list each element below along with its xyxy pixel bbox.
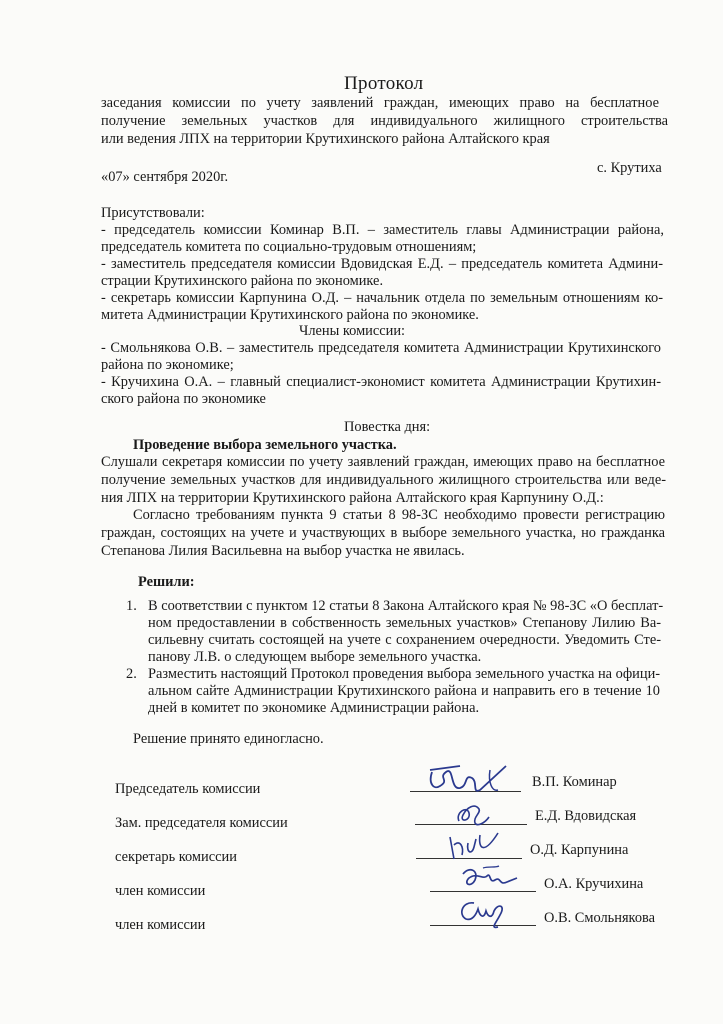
heard-line: Согласно требованиям пункта 9 статьи 8 98-ЗС необходимо провести регистрацию: [133, 507, 665, 523]
decision-line: ном предоставлении в собственность земельных участков» Степанову Лилию Ва-: [148, 615, 661, 631]
decision-number: 1.: [126, 598, 137, 614]
agenda-item: Проведение выбора земельного участка.: [133, 437, 397, 453]
present-label: Присутствовали:: [101, 205, 205, 221]
heard-line: Степанова Лилия Васильевна на выбор участка не явилась.: [101, 543, 465, 559]
signature-role: секретарь комиссии: [115, 849, 237, 865]
members-label: Члены комиссии:: [299, 323, 406, 339]
signature-role: член комиссии: [115, 883, 206, 899]
header-line: получение земельных участков для индивидуального жилищного строительства: [101, 113, 668, 129]
present-line: - председатель комиссии Коминар В.П. – заместитель главы Администрации района,: [101, 222, 664, 238]
members-line: ского района по экономике: [101, 391, 266, 407]
heard-line: получение земельных участков для индивидуального жилищного строительства или веде-: [101, 472, 666, 488]
decision-number: 2.: [126, 666, 137, 682]
unanimous-note: Решение принято единогласно.: [133, 731, 324, 747]
decision-line: панову Л.В. о следующем выборе земельного участка.: [148, 649, 482, 665]
signature-role: Зам. председателя комиссии: [115, 815, 288, 831]
decided-label: Решили:: [138, 574, 195, 590]
document-place: с. Крутиха: [597, 160, 662, 176]
decision-line: В соответствии с пунктом 12 статьи 8 Закона Алтайского края № 98-ЗС «О бесплат-: [148, 598, 664, 614]
members-line: - Кручихина О.А. – главный специалист-экономист комитета Администрации Крутихин-: [101, 374, 661, 390]
present-line: председатель комитета по социально-трудовым отношениям;: [101, 239, 477, 255]
decision-line: альном сайте Администрации Крутихинского района и направить его в течение 10: [148, 683, 660, 699]
header-line: или ведения ЛПХ на территории Крутихинского района Алтайского края: [101, 131, 550, 147]
agenda-label: Повестка дня:: [344, 419, 431, 435]
heard-line: граждан, состоящих на учете и участвующих в выборе земельного участка, но гражданка: [101, 525, 665, 541]
decision-line: сильевну считать состоящей на учете с сохранением очередности. Уведомить Сте-: [148, 632, 661, 648]
handwritten-signature: [455, 860, 525, 896]
signature-name: В.П. Коминар: [532, 774, 617, 790]
present-line: - заместитель председателя комиссии Вдовидская Е.Д. – председатель комитета Админи-: [101, 256, 663, 272]
present-line: митета Администрации Крутихинского района по экономике.: [101, 307, 479, 323]
document-date: «07» сентября 2020г.: [101, 169, 229, 185]
members-line: района по экономике;: [101, 357, 234, 373]
heard-line: ния ЛПХ на территории Крутихинского района Алтайского края Карпунину О.Д.:: [101, 490, 604, 506]
handwritten-signature: [440, 825, 510, 865]
header-line: заседания комиссии по учету заявлений граждан, имеющих право на бесплатное: [101, 95, 659, 111]
document-title: Протокол: [344, 73, 424, 94]
present-line: страции Крутихинского района по экономике.: [101, 273, 384, 289]
signature-role: Председатель комиссии: [115, 781, 261, 797]
signature-name: О.Д. Карпунина: [530, 842, 629, 858]
signature-role: член комиссии: [115, 917, 206, 933]
signature-name: О.А. Кручихина: [544, 876, 644, 892]
handwritten-signature: [450, 893, 520, 933]
decision-line: Разместить настоящий Протокол проведения выбора земельного участка на офици-: [148, 666, 661, 682]
decision-line: дней в комитет по экономике Администрации района.: [148, 700, 480, 716]
members-line: - Смольнякова О.В. – заместитель председателя комитета Администрации Крутихинского: [101, 340, 661, 356]
heard-line: Слушали секретаря комиссии по учету заявлений граждан, имеющих право на бесплатное: [101, 454, 665, 470]
present-line: - секретарь комиссии Карпунина О.Д. – начальник отдела по земельным отношениям ко-: [101, 290, 663, 306]
signature-name: Е.Д. Вдовидская: [535, 808, 637, 824]
signature-name: О.В. Смольнякова: [544, 910, 656, 926]
handwritten-signature: [420, 760, 520, 800]
